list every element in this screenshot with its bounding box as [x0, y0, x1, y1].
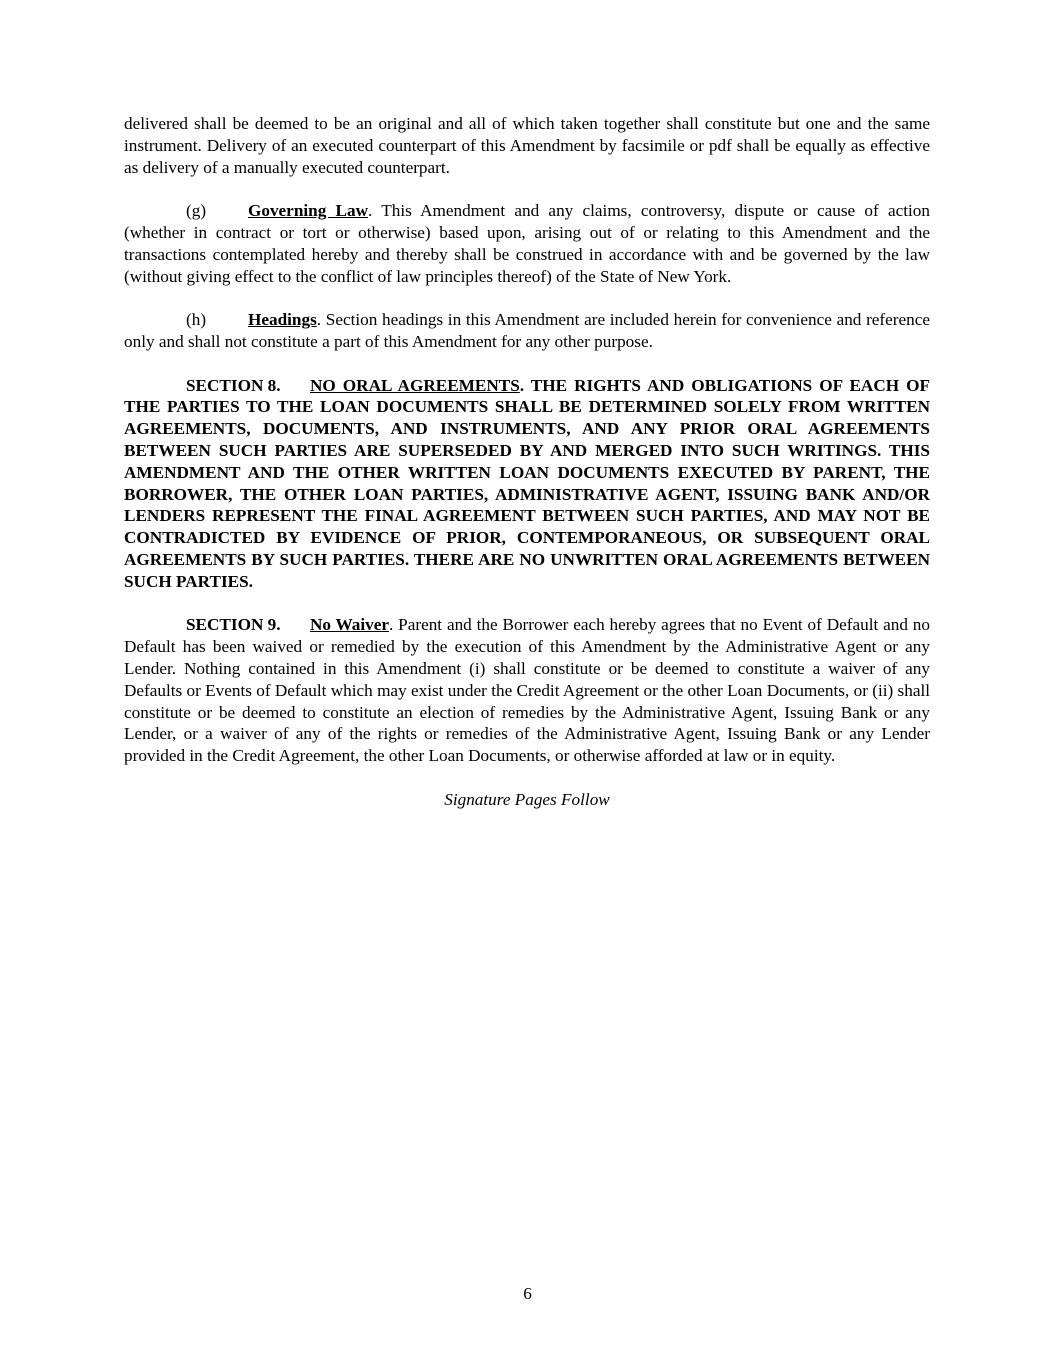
section-8-text: . THE RIGHTS AND OBLIGATIONS OF EACH OF THE PARTIES TO THE LOAN DOCUMENTS SHALL BE DETERMINED SOLELY FROM WRITTEN AGREEMENTS, DOCUMENTS, AND INSTRUMENTS, AND ANY PRIOR ORAL AGREEMENTS BETWEEN SUCH PARTIES ARE SUPERSEDED BY AND MERGED INTO SUCH WRITINGS. THIS AMENDMENT AND THE OTHER WRITTEN LOAN DOCUMENTS EXECUTED BY PARENT, THE BORROWER, THE OTHER LOAN PARTIES, ADMINISTRATIVE AGENT, ISSUING BANK AND/OR LENDERS REPRESENT THE FINAL AGREEMENT BETWEEN SUCH PARTIES, AND MAY NOT BE CONTRADICTED BY EVIDENCE OF PRIOR, CONTEMPORANEOUS, OR SUBSEQUENT ORAL AGREEMENTS BY SUCH PARTIES. THERE ARE NO UNWRITTEN ORAL AGREEMENTS BETWEEN SUCH PARTIES.: [124, 375, 930, 591]
governing-law-label: (g): [186, 201, 207, 221]
headings-heading: Headings: [248, 310, 317, 330]
headings-text: . Section headings in this Amendment are included herein for convenience and reference only and shall not constitute a part of this Amendment for any other purpose.: [124, 310, 930, 351]
page-number: 6: [523, 1284, 532, 1303]
headings-paragraph: [124, 309, 930, 353]
governing-law-text: . This Amendment and any claims, controversy, dispute or cause of action (whether in contract or tort or otherwise) based upon, arising out of or relating to this Amendment and the transactions contemplated hereby and thereby shall be construed in accordance with and be governed by the law (without giving effect to the conflict of law principles thereof) of the State of New York.: [124, 201, 930, 286]
section-9-text: . Parent and the Borrower each hereby agrees that no Event of Default and no Default has been waived or remedied by the execution of this Amendment by the Administrative Agent or any Lender. Nothing contained in this Amendment (i) shall constitute or be deemed to constitute a waiver of any Defaults or Events of Default which may exist under the Credit Agreement or the other Loan Documents, or (ii) shall constitute or be deemed to constitute an election of remedies by the Administrative Agent, Issuing Bank or any Lender, or a waiver of any of the rights or remedies of the Administrative Agent, Issuing Bank or any Lender provided in the Credit Agreement, the other Loan Documents, or otherwise afforded at law or in equity.: [124, 615, 930, 766]
section-9-heading: No Waiver: [310, 615, 390, 635]
section-8-heading: NO ORAL AGREEMENTS: [310, 375, 520, 395]
document-page: [124, 113, 930, 832]
section-8-paragraph: [124, 375, 930, 593]
governing-law-paragraph: [124, 200, 930, 287]
signature-pages-note: Signature Pages Follow: [444, 789, 610, 809]
counterparts-paragraph-continued: delivered shall be deemed to be an original and all of which taken together shall constitute but one and the same instrument. Delivery of an executed counterpart of this Amendment by facsimile or pdf shall be equally as effective as delivery of a manually executed counterpart.: [124, 114, 930, 177]
governing-law-heading: Governing Law: [248, 201, 369, 221]
section-9-number: SECTION 9.: [186, 615, 281, 635]
headings-label: (h): [186, 310, 207, 330]
section-8-number: SECTION 8.: [186, 375, 281, 395]
section-9-paragraph: [124, 614, 930, 767]
